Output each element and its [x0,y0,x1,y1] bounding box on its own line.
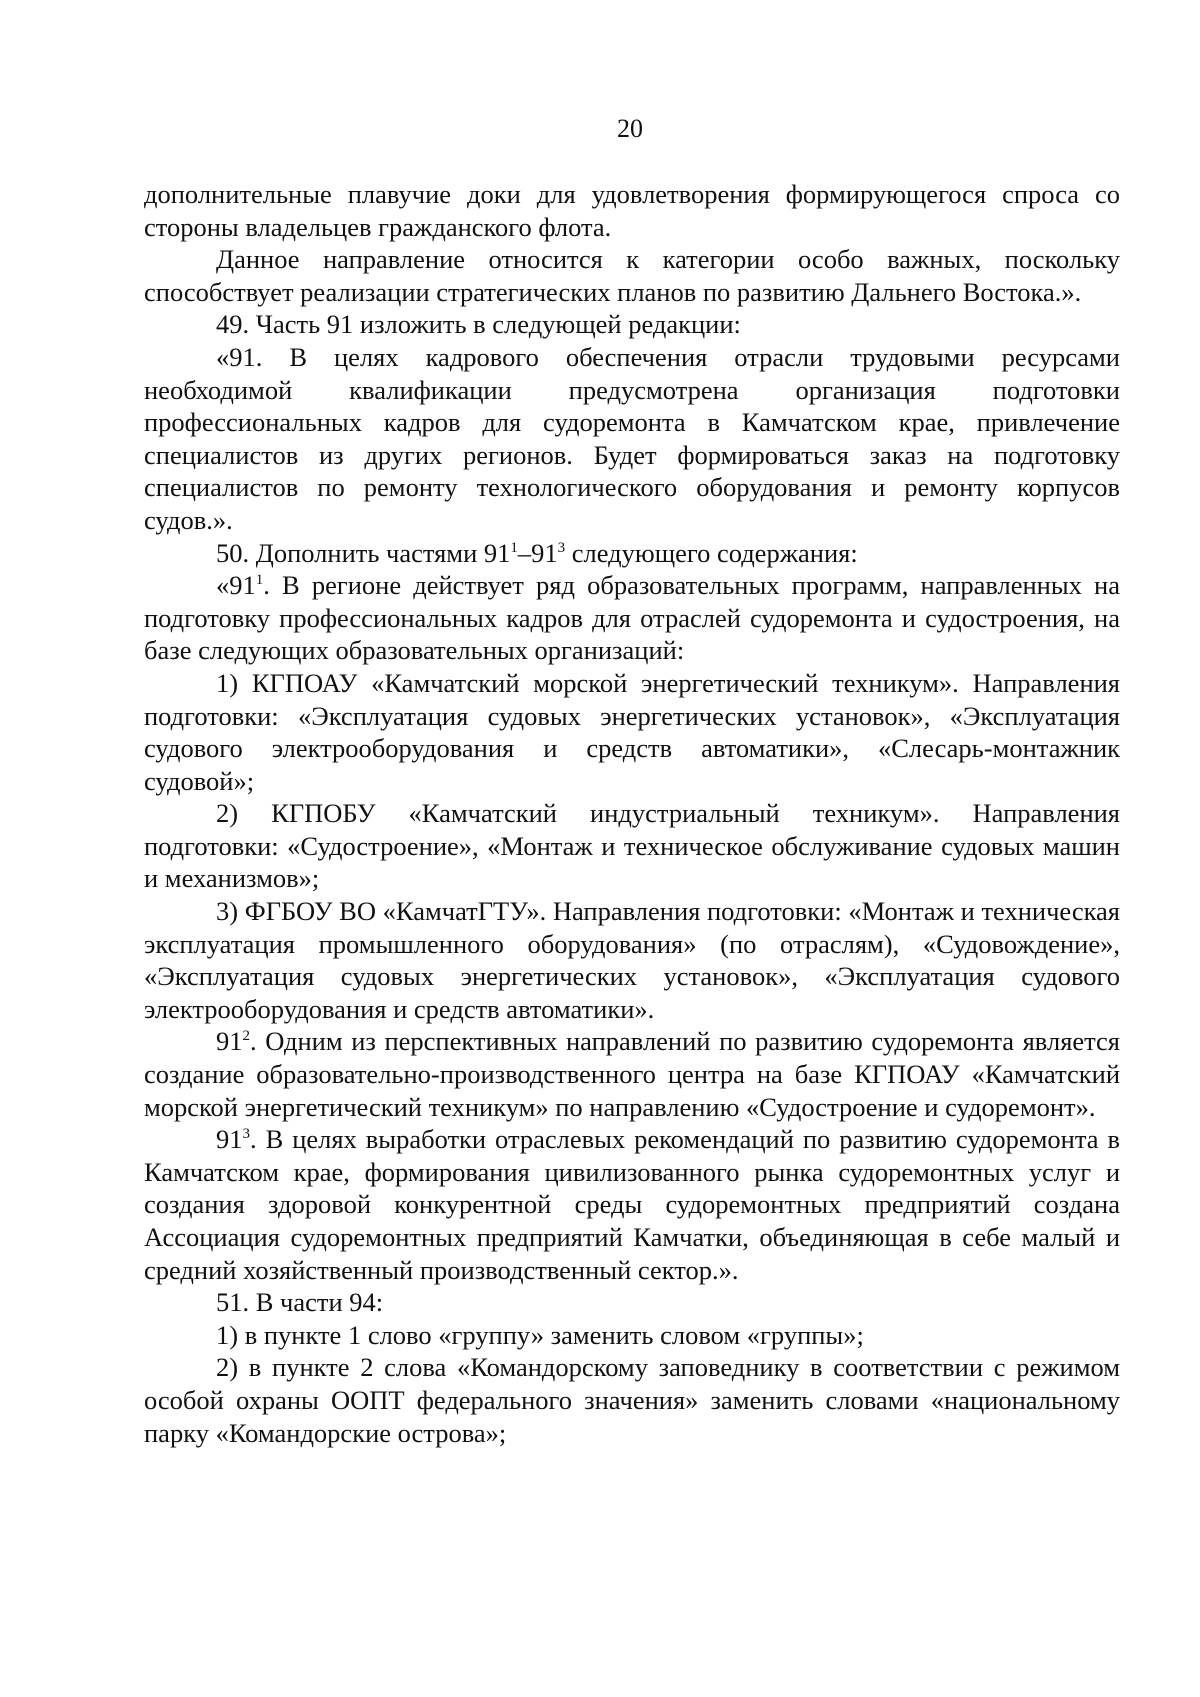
paragraph-text: следующего содержания: [565,537,858,568]
paragraph: 2) КГПОБУ «Камчатский индустриальный техникум». Направления подготовки: «Судостроение», «Монтаж и техническое обслуживание судовых машин и механизмов»; [144,798,1120,894]
superscript: 2 [242,1028,250,1045]
paragraph [144,1123,1120,1286]
paragraph: 3) ФГБОУ ВО «КамчатГТУ». Направления подготовки: «Монтаж и техническая эксплуатация промышленного оборудования» (по отраслям), «Судовождение», «Эксплуатация судовых энергетических установок», «Эксплуатация судового электрооборудования и средств автоматики». [144,896,1120,1024]
superscript: 1 [255,572,264,589]
document-body [144,178,1120,1449]
paragraph: 51. В части 94: [216,1287,384,1318]
paragraph: Данное направление относится к категории особо важных, поскольку способствует реализации стратегических планов по развитию Дальнего Востока.». [144,244,1120,307]
paragraph-text: –91 [517,537,558,568]
paragraph: «91. В целях кадрового обеспечения отрасли трудовыми ресурсами необходимой квалификации предусмотрена организация подготовки профессиональных кадров для судоремонта в Камчатском крае, привлечение специалистов из других регионов. Будет формироваться заказ на подготовку специалистов по ремонту технологического оборудования и ремонту корпусов судов.». [144,341,1120,535]
paragraph-text: 91 [216,1026,243,1057]
paragraph [144,1025,1120,1123]
paragraph-text: «91 [216,570,256,601]
paragraph: 1) в пункте 1 слово «группу» заменить словом «группы»; [216,1319,864,1350]
paragraph: 1) КГПОАУ «Камчатский морской энергетический техникум». Направления подготовки: «Эксплуатация судовых энергетических установок», «Эксплуатация судового электрооборудования и средств автоматики», «Слесарь-монтажник судовой»; [144,667,1120,796]
page-number: 20 [617,114,643,143]
paragraph-text: 50. Дополнить частями 91 [216,537,511,568]
paragraph: 49. Часть 91 изложить в следующей редакции: [216,309,741,340]
paragraph [144,569,1120,667]
paragraph: дополнительные плавучие доки для удовлетворения формирующегося спроса со стороны владельцев гражданского флота. [144,179,1120,242]
paragraph-text: . Одним из перспективных направлений по развитию судоремонта является создание образовательно-производственного центра на базе КГПОАУ «Камчатский морской энергетический техникум» по направлению «Судостроение и судоремонт». [144,1026,1120,1122]
superscript: 1 [510,539,518,556]
paragraph-text: . В регионе действует ряд образовательных программ, направленных на подготовку профессиональных кадров для отраслей судоремонта и судостроения, на базе следующих образовательных организаций: [144,570,1120,666]
superscript: 3 [557,539,566,556]
paragraph-text: 91 [216,1124,243,1155]
superscript: 3 [242,1126,250,1143]
paragraph-text: . В целях выработки отраслевых рекомендаций по развитию судоремонта в Камчатском крае, формирования цивилизованного рынка судоремонтных услуг и создания здоровой конкурентной среды судоремонтных предприятий создана Ассоциация судоремонтных предприятий Камчатки, объединяющая в себе малый и средний хозяйственный производственный сектор.». [144,1124,1120,1285]
paragraph [144,537,1120,570]
paragraph: 2) в пункте 2 слова «Командорскому заповеднику в соответствии с режимом особой охраны ООПТ федерального значения» заменить словами «национальному парку «Командорские острова»; [144,1352,1120,1448]
